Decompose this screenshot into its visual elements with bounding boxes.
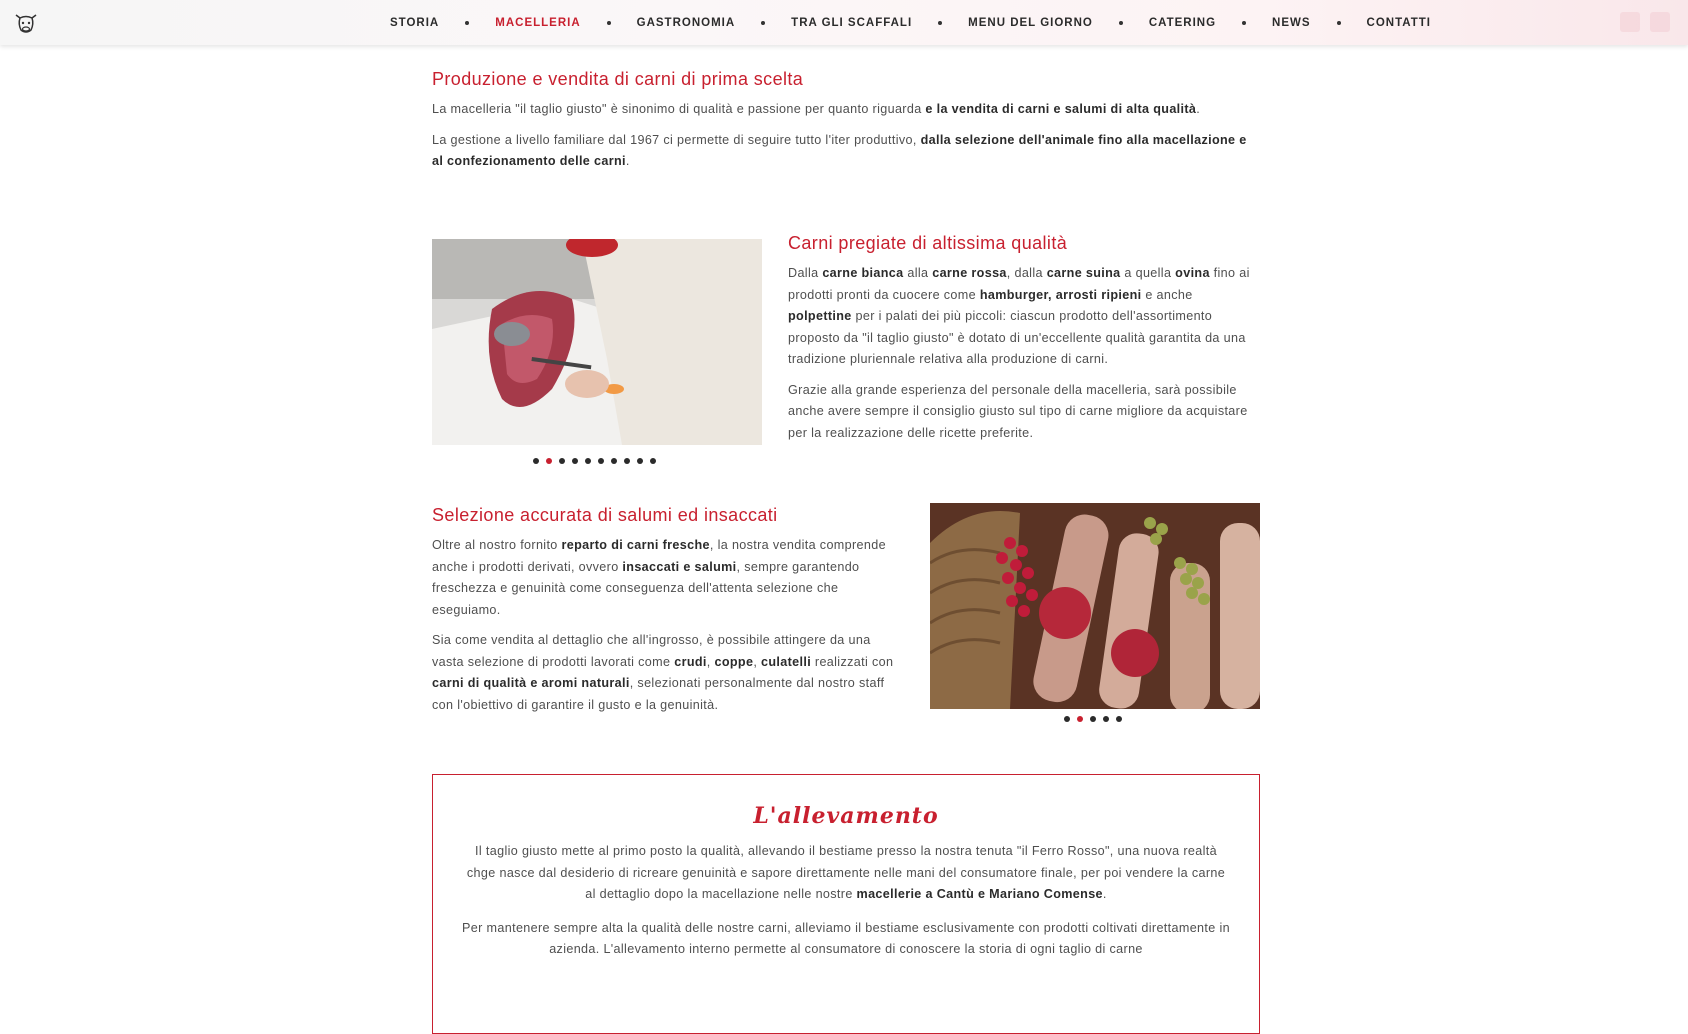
nav-item-catering[interactable]: CATERING xyxy=(1148,16,1217,29)
carousel-dot[interactable] xyxy=(546,458,552,464)
text: fino ai prodotti pronti da cuocere come xyxy=(788,266,1250,302)
carousel-dot[interactable] xyxy=(1116,716,1122,722)
nav-item-contatti[interactable]: CONTATTI xyxy=(1366,16,1431,29)
carousel-dots xyxy=(533,458,656,464)
carousel-dot[interactable] xyxy=(624,458,630,464)
nav-item-storia[interactable]: STORIA xyxy=(390,16,440,29)
bold-text: reparto di carni fresche xyxy=(561,538,710,552)
text: , dalla xyxy=(1006,266,1047,280)
text: per i palati dei più piccoli: ciascun prodotto dell'assortimento proposto da "il taglio giusto" è dotato di un'eccellente qualità garantita da una tradizione pluriennale relativa alla produzione di carni. xyxy=(788,309,1246,366)
bold-text: insaccati e salumi xyxy=(622,559,737,574)
social-icon[interactable] xyxy=(1620,12,1640,32)
text: , xyxy=(753,654,762,669)
nav-item-macelleria[interactable]: MACELLERIA xyxy=(495,16,581,29)
paragraph: Per mantenere sempre alta la qualità delle nostre carni, alleviamo il bestiame esclusivamente con prodotti coltivati direttamente in azienda. L'allevamento interno permette al consumatore di conoscere la storia di ogni taglio di carne xyxy=(462,920,1230,956)
nav-item-news[interactable]: NEWS xyxy=(1272,16,1311,29)
carousel-dot[interactable] xyxy=(533,458,539,464)
bold-text: carni di qualità e aromi naturali xyxy=(432,676,630,690)
section-title: Produzione e vendita di carni di prima scelta xyxy=(432,69,804,89)
text: alla xyxy=(903,266,933,280)
bold-text: ovina xyxy=(1175,266,1210,280)
cow-head-icon[interactable] xyxy=(12,9,40,37)
paragraph xyxy=(788,263,1260,371)
text: , la nostra vendita comprende anche i prodotti derivati, ovvero xyxy=(432,538,886,574)
section-carni-pregiate xyxy=(788,233,1260,444)
bold-text: carne suina xyxy=(1046,266,1121,280)
bold-text: carne bianca xyxy=(822,266,904,280)
paragraph: Grazie alla grande esperienza del personale della macelleria, sarà possibile anche avere sempre il consiglio giusto sul tipo di carne migliore da acquistare per la realizzazione delle ricette preferite. xyxy=(788,382,1248,440)
main-menu xyxy=(390,0,1431,45)
nav-separator xyxy=(1242,21,1246,25)
text: Oltre al nostro fornito xyxy=(432,538,562,552)
bold-text: culatelli xyxy=(761,654,812,669)
carousel-dot[interactable] xyxy=(637,458,643,464)
bold-text: crudi xyxy=(674,654,707,669)
allevamento-box xyxy=(432,774,1260,1034)
bold-text: polpettine xyxy=(788,309,852,323)
nav-separator xyxy=(761,21,765,25)
text: , selezionati personalmente dal nostro staff con l'obiettivo di garantire il gusto e la genuinità. xyxy=(432,676,885,712)
carousel-dots xyxy=(1064,716,1122,722)
carousel-dot[interactable] xyxy=(650,458,656,464)
bold-text: e la vendita di carni e salumi di alta qualità xyxy=(925,102,1197,116)
text: . xyxy=(1196,102,1201,116)
section-produzione xyxy=(432,69,1260,173)
butcher-photo[interactable] xyxy=(432,239,762,445)
carousel-dot[interactable] xyxy=(1064,716,1070,722)
paragraph xyxy=(432,630,900,716)
nav-separator xyxy=(1337,21,1341,25)
bold-text: coppe xyxy=(714,654,754,669)
nav-item-gastronomia[interactable]: GASTRONOMIA xyxy=(636,16,736,29)
bold-text: macellerie a Cantù e Mariano Comense xyxy=(856,887,1103,901)
nav-item-menu-del-giorno[interactable]: MENU DEL GIORNO xyxy=(968,16,1093,29)
carousel-dot[interactable] xyxy=(559,458,565,464)
nav-separator xyxy=(607,21,611,25)
carousel-dot[interactable] xyxy=(572,458,578,464)
nav-separator xyxy=(465,21,469,25)
text: , xyxy=(706,654,715,669)
text: . xyxy=(1102,887,1107,901)
paragraph xyxy=(461,841,1231,906)
text: Sia come vendita al dettaglio che all'ingrosso, è possibile attingere da una vasta selezione di prodotti lavorati come xyxy=(432,633,871,669)
section-salumi xyxy=(432,505,900,716)
text: La macelleria "il taglio giusto" è sinonimo di qualità e passione per quanto riguarda xyxy=(432,102,926,116)
social-links xyxy=(1620,12,1670,32)
nav-item-tra-gli-scaffali[interactable]: TRA GLI SCAFFALI xyxy=(791,16,913,29)
nav-separator xyxy=(938,21,942,25)
text: . xyxy=(625,154,630,168)
social-icon[interactable] xyxy=(1650,12,1670,32)
paragraph xyxy=(432,535,900,621)
bold-text: dalla selezione dell'animale fino alla macellazione e al confezionamento delle carni xyxy=(432,132,1247,168)
text: La gestione a livello familiare dal 1967 ci permette di seguire tutto l'iter produttivo, xyxy=(432,132,921,147)
carousel-dot[interactable] xyxy=(585,458,591,464)
bold-text: carne rossa xyxy=(932,266,1007,280)
text: Dalla xyxy=(788,266,823,280)
nav-separator xyxy=(1119,21,1123,25)
carousel-dot[interactable] xyxy=(611,458,617,464)
section-title: Carni pregiate di altissima qualità xyxy=(788,233,1068,253)
top-navigation xyxy=(0,0,1688,45)
carousel-dot[interactable] xyxy=(1090,716,1096,722)
allevamento-title: L'allevamento xyxy=(753,803,939,829)
text: realizzati con xyxy=(811,654,894,669)
paragraph xyxy=(432,130,1260,173)
carousel-dot[interactable] xyxy=(598,458,604,464)
carousel-dot[interactable] xyxy=(1077,716,1083,722)
text: e anche xyxy=(1141,287,1193,302)
text: a quella xyxy=(1120,266,1176,280)
text: , sempre garantendo freschezza e genuinità come conseguenza dell'attenta selezione che eseguiamo. xyxy=(432,559,860,617)
bold-text: hamburger, arrosti ripieni xyxy=(979,287,1142,302)
section-title: Selezione accurata di salumi ed insaccati xyxy=(432,505,778,525)
salumi-photo[interactable] xyxy=(930,503,1260,709)
carousel-dot[interactable] xyxy=(1103,716,1109,722)
paragraph xyxy=(432,99,1260,121)
text: Il taglio giusto mette al primo posto la qualità, allevando il bestiame presso la nostra tenuta "il Ferro Rosso", una nuova realtà chge nasce dal desiderio di ricreare genuinità e sapore direttamente nelle mani del consumatore finale, per poi vendere la carne al dettaglio dopo la macellazione nelle nostre xyxy=(466,844,1226,901)
